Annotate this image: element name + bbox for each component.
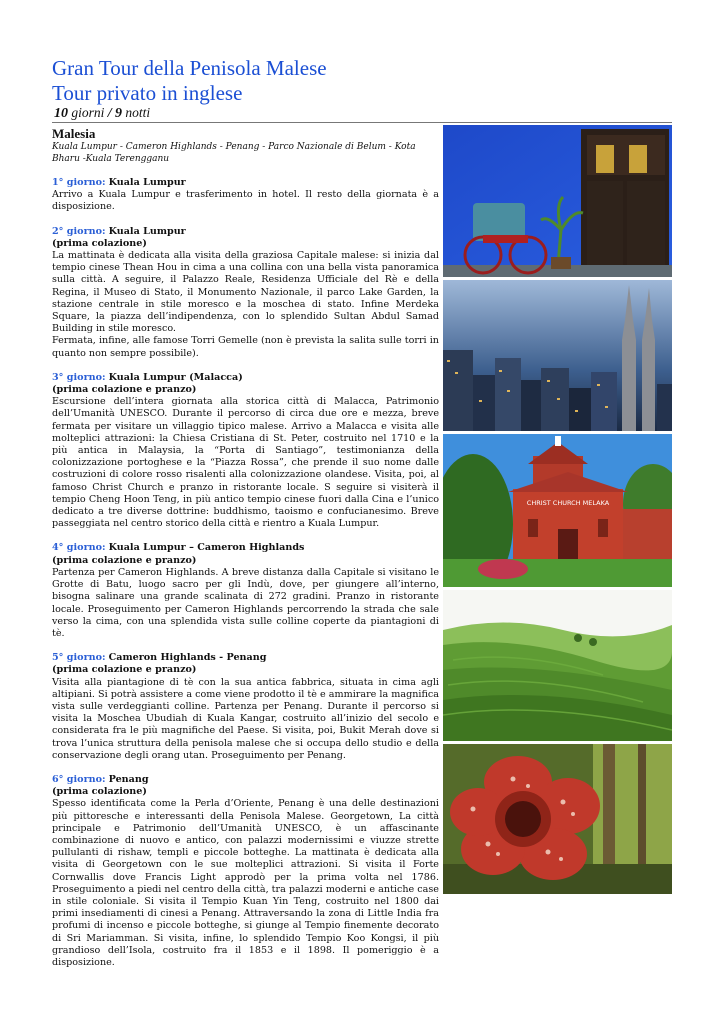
title-line-1: Gran Tour della Penisola Malese bbox=[52, 56, 327, 80]
day-city: Kuala Lumpur (Malacca) bbox=[108, 371, 243, 383]
header-divider bbox=[52, 122, 672, 123]
nights-number: 9 bbox=[115, 106, 123, 121]
day-label: 6° giorno: bbox=[52, 773, 106, 785]
day-header bbox=[52, 226, 439, 238]
photo-christ-church-melaka bbox=[443, 434, 672, 587]
day-label: 1° giorno: bbox=[52, 177, 106, 188]
day-3 bbox=[52, 372, 439, 531]
duration bbox=[54, 105, 150, 122]
day-2 bbox=[52, 226, 439, 360]
photo-rafflesia-flower bbox=[443, 744, 672, 894]
day-meals: (prima colazione e pranzo) bbox=[52, 554, 197, 566]
day-text-extra: Fermata, infine, alle famose Torri Gemelle (non è prevista la salita sulle torri in quanto non sempre possibile). bbox=[52, 335, 439, 359]
itinerary-column bbox=[52, 125, 439, 969]
days-word: giorni bbox=[71, 105, 105, 120]
photo-tea-plantation bbox=[443, 590, 672, 741]
day-4 bbox=[52, 542, 439, 640]
day-header bbox=[52, 652, 439, 664]
day-city: Kuala Lumpur bbox=[108, 177, 186, 188]
day-city: Kuala Lumpur bbox=[108, 225, 186, 237]
title-line-2: Tour privato in inglese bbox=[52, 81, 243, 105]
day-city: Kuala Lumpur – Cameron Highlands bbox=[108, 542, 305, 554]
day-header bbox=[52, 372, 439, 384]
day-6 bbox=[52, 774, 439, 969]
church-sign: CHRIST CHURCH MELAKA bbox=[526, 499, 610, 507]
day-meals: (prima colazione e pranzo) bbox=[52, 384, 197, 396]
day-meals: (prima colazione) bbox=[52, 786, 147, 798]
day-text: Visita alla piantagione di tè con la sua antica fabbrica, situata in cima agli altipiani. Si potrà assistere a come viene prodotto il tè e ammirare la magnifica vista sulle verdeggianti colline. Partenza per Penang. Durante il percorso si visita la Moschea Ubudiah di Kuala Kangar, costruito all’inizio del secolo e considerata fra le più magnifiche del Paese. Si visita, poi, Bukit Merah dove si trova l’unica struttura della penisola malese che si occupa dello studio e della conservazione degli orang utan. Proseguimento per Penang. bbox=[52, 676, 439, 761]
day-text: Partenza per Cameron Highlands. A breve distanza dalla Capitale si visitano le Grotte di Batu, luogo sacro per gli Indù, dove, per giungere all’interno, bisogna salinare una grande scalinata di 272 gradini. Pranzo in ristorante locale. Proseguimento per Cameron Highlands percorrendo la strada che sale verso la cima, con una splendida vista sulle colline coperte da piantagioni di tè. bbox=[52, 566, 439, 639]
day-text: La mattinata è dedicata alla visita della graziosa Capitale malese: si inizia dal tempio cinese Thean Hou in cima a una collina con una bella vista panoramica sulla città. A seguire, il Palazzo Reale, Residenza Ufficiale del Rè e della Regina, il Museo di Stato, il Monumento Nazionale, il parco Lake Garden, la stazione centrale in stile moresco e la moschea di stato. Infine Merdeka Square, la piazza dell’indipendenza, con lo splendido Sultan Abdul Samad Building in stile moresco. bbox=[52, 250, 439, 335]
day-meals: (prima colazione e pranzo) bbox=[52, 664, 197, 676]
photo-trishaw-blue-wall bbox=[443, 125, 672, 277]
day-header bbox=[52, 774, 439, 786]
photo-kuala-lumpur-skyline bbox=[443, 280, 672, 431]
day-header bbox=[52, 177, 439, 189]
day-label: 4° giorno: bbox=[52, 542, 106, 554]
day-meals: (prima colazione) bbox=[52, 237, 147, 249]
day-label: 5° giorno: bbox=[52, 652, 106, 664]
nights-word: notti bbox=[125, 105, 151, 120]
day-text: Spesso identificata come la Perla d’Oriente, Penang è una delle destinazioni più pittoresche e interessanti della Penisola Malese. Georgetown, La città principale e Patrimonio dell’Umanità UNESCO, è un affascinante combinazione di nuovo e antico, con palazzi modernissimi e viuzze strette pullulanti di rishaw, templi e piccole botteghe. La mattinata è dedicata alla visita di Georgetown con le sue molteplici attrazioni. Si visita il Forte Cornwallis dove Francis Light approdò per la prima volta nel 1786. Proseguimento a piedi nel centro della città, tra palazzi moderni e antiche case in stile coloniale. Si visita il Tempio Kuan Yin Teng, costruito nel 1800 dai primi insediamenti di cinesi a Penang. Attraversando la zona di Little India fra profumi di incenso e piccole botteghe, si giunge al Tempio finemente decorato di Sri Mariamman. Si visita, infine, lo splendido Tempio Koo Kongsi, il più grandioso dell’Isola, costruito fra il 1853 e il 1898. Il pomeriggio è a disposizione. bbox=[52, 798, 439, 968]
day-text: Escursione dell’intera giornata alla storica città di Malacca, Patrimonio dell’Umanità UNESCO. Durante il percorso di circa due ore e mezza, breve fermata per visitare un villaggio tipico malese. Arrivo a Malacca e visita alle molteplici attrazioni: la Chiesa Cristiana di St. Peter, costruito nel 1710 e la più antica in Malaysia, la “Porta di Santiago”, testimonianza della colonizzazione portoghese e la “Piazza Rossa”, che prende il suo nome dalle costruzioni di colore rosso risalenti alla colonizzazione olandese. Visita, poi, al famoso Christ Church e pranzo in ristorante locale. S seguire si visiterà il tempio Cheng Hoon Teng, in più antico tempio cinese fuori dalla Cina e l’unico dedicato a tre diverse dottrine: buddhismo, taoismo e confucianesimo. Breve passeggiata nel centro storico della città e rientro a Kuala Lumpur. bbox=[52, 396, 439, 530]
day-text: Arrivo a Kuala Lumpur e trasferimento in hotel. Il resto della giornata è a disposizione. bbox=[52, 189, 439, 213]
country-heading: Malesia bbox=[52, 126, 96, 141]
day-5 bbox=[52, 652, 439, 762]
days-number: 10 bbox=[54, 106, 68, 121]
day-label: 2° giorno: bbox=[52, 225, 106, 237]
route-line: Kuala Lumpur - Cameron Highlands - Penang - Parco Nazionale di Belum - Kota Bharu -Kuala Terengganu bbox=[52, 142, 416, 164]
day-city: Penang bbox=[108, 773, 149, 785]
day-1 bbox=[52, 177, 439, 214]
day-header bbox=[52, 542, 439, 554]
day-city: Cameron Highlands - Penang bbox=[108, 652, 267, 664]
duration-separator: / bbox=[107, 106, 112, 121]
day-label: 3° giorno: bbox=[52, 371, 106, 383]
